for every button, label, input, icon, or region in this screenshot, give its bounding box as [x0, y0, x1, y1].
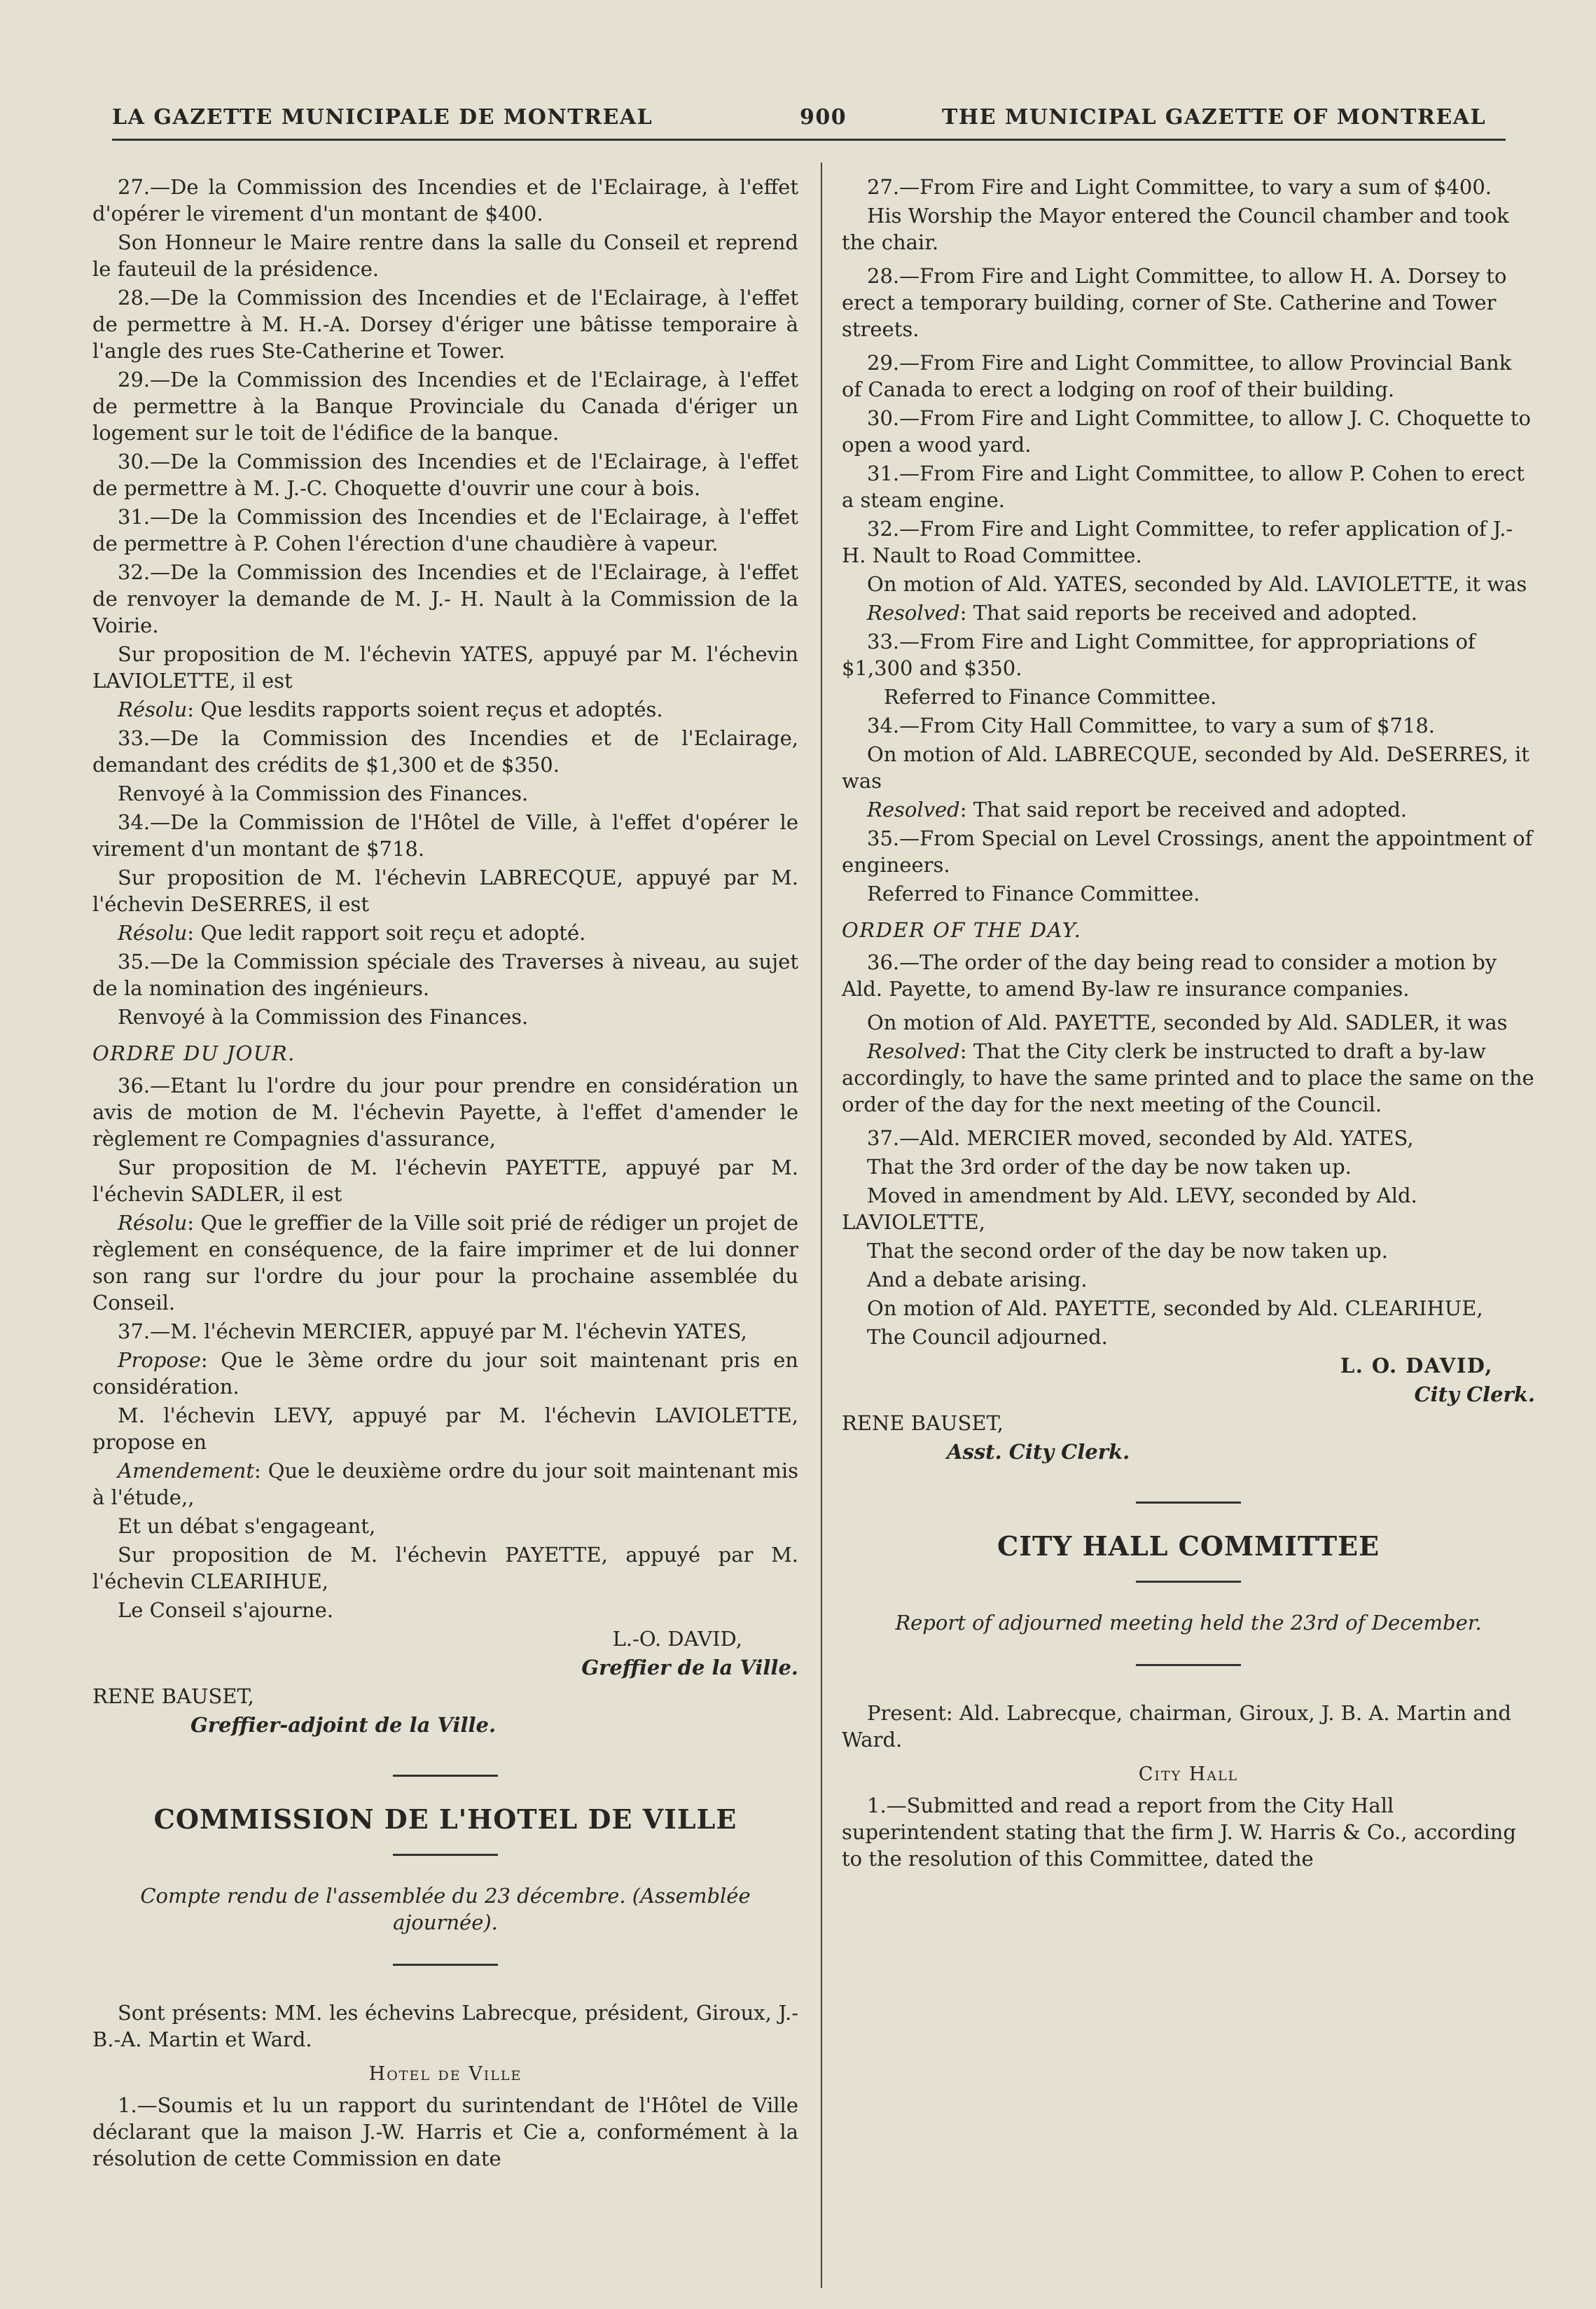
fr-subhead: Hotel de Ville: [368, 2063, 522, 2085]
fr-present: Sont présents: MM. les échevins Labrecque, président, Giroux, J.-B.-A. Martin et Ward.: [92, 2001, 798, 2051]
en-item-37-text: That the 3rd order of the day be now taken up.: [867, 1155, 1352, 1179]
en-resolved-text: : That said reports be received and adopted.: [959, 601, 1417, 625]
en-clerk-title: City Clerk.: [1414, 1382, 1535, 1406]
fr-item-27: 27.—De la Commission des Incendies et de l'Eclairage, à l'effet d'opérer le virement d'un montant de $400.: [92, 175, 798, 226]
english-column: [842, 174, 1535, 1874]
en-resolved-label: Resolved: [867, 1039, 960, 1063]
en-clerk-name: L. O. DAVID,: [1340, 1354, 1493, 1378]
fr-amend-label: Amendement: [118, 1459, 254, 1483]
fr-item-36: 36.—Etant lu l'ordre du jour pour prendre en considération un avis de motion de M. l'échevin Payette, à l'effet d'amender le règlement re Compagnies d'assurance,: [92, 1074, 798, 1151]
en-subhead: City Hall: [1138, 1763, 1239, 1785]
en-section-rule-bottom: [1136, 1664, 1241, 1666]
en-motion-labrecque: On motion of Ald. LABRECQUE, seconded by Ald. DeSERRES, it was: [842, 742, 1529, 793]
en-item-29: 29.—From Fire and Light Committee, to allow Provincial Bank of Canada to erect a lodging on roof of their building.: [842, 351, 1512, 401]
en-resolution-1: [842, 599, 1535, 626]
en-item-31: 31.—From Fire and Light Committee, to allow P. Cohen to erect a steam engine.: [842, 462, 1525, 512]
en-adjourned: The Council adjourned.: [867, 1325, 1108, 1349]
fr-referred-2: Renvoyé à la Commission des Finances.: [118, 1005, 529, 1029]
fr-order-of-day-heading: ORDRE DU JOUR.: [92, 1041, 296, 1065]
en-resolved-label: Resolved: [867, 798, 960, 821]
fr-clerk-title: Greffier de la Ville.: [581, 1656, 798, 1679]
fr-item-33: 33.—De la Commission des Incendies et de l'Eclairage, demandant des crédits de $1,300 et de $350.: [92, 726, 798, 777]
en-asst-clerk-title: Asst. City Clerk.: [947, 1440, 1130, 1464]
fr-asst-clerk-title: Greffier-adjoint de la Ville.: [190, 1713, 497, 1737]
en-resolved-label: Resolved: [867, 601, 960, 625]
en-item-36: 36.—The order of the day being read to consider a motion by Ald. Payette, to amend By-law re insurance companies.: [842, 950, 1497, 1001]
fr-resolu-label: Résolu: [118, 921, 188, 945]
page-number: 900: [800, 105, 847, 130]
en-resolved-text: : That said report be received and adopted.: [959, 798, 1408, 821]
fr-resolution-1: [92, 696, 798, 723]
fr-item-1: 1.—Soumis et lu un rapport du surintendant de l'Hôtel de Ville déclarant que la maison J.-W. Harris et Cie a, conformément à la résolution de cette Commission en date: [92, 2093, 798, 2170]
column-divider: [821, 162, 822, 2288]
en-referred-1: Referred to Finance Committee.: [884, 685, 1217, 709]
fr-resolution-3: [92, 1209, 798, 1316]
en-section-rule-mid: [1136, 1581, 1241, 1583]
en-referred-2: Referred to Finance Committee.: [867, 882, 1200, 906]
en-motion-adjourn: On motion of Ald. PAYETTE, seconded by Ald. CLEARIHUE,: [867, 1296, 1483, 1320]
fr-item-31: 31.—De la Commission des Incendies et de l'Eclairage, à l'effet de permettre à P. Cohen l'érection d'une chaudière à vapeur.: [92, 505, 798, 555]
fr-amend-text: : Que le deuxième ordre du jour soit maintenant mis à l'étude,,: [92, 1459, 798, 1509]
header-left-title: LA GAZETTE MUNICIPALE DE MONTREAL: [112, 105, 653, 130]
fr-item-29: 29.—De la Commission des Incendies et de l'Eclairage, à l'effet de permettre à la Banque Provinciale du Canada d'ériger un logement sur le toit de l'édifice de la banque.: [92, 368, 798, 445]
fr-motion-payette: Sur proposition de M. l'échevin PAYETTE, appuyé par M. l'échevin SADLER, il est: [92, 1156, 798, 1206]
en-resolution-2: [842, 796, 1535, 823]
fr-propose-text: : Que le 3ème ordre du jour soit maintenant pris en considération.: [92, 1348, 798, 1399]
fr-section-rule-bottom: [393, 1964, 498, 1966]
fr-motion-adjourn: Sur proposition de M. l'échevin PAYETTE, appuyé par M. l'échevin CLEARIHUE,: [92, 1543, 798, 1593]
fr-motion-yates: Sur proposition de M. l'échevin YATES, appuyé par M. l'échevin LAVIOLETTE, il est: [92, 642, 798, 693]
fr-debate: Et un débat s'engageant,: [118, 1514, 376, 1538]
fr-resolu-text: : Que lesdits rapports soient reçus et adoptés.: [187, 698, 663, 721]
fr-amendment: [92, 1457, 798, 1511]
fr-section-rule-top: [393, 1775, 498, 1777]
fr-levy-motion: M. l'échevin LEVY, appuyé par M. l'échevin LAVIOLETTE, propose en: [92, 1403, 798, 1454]
en-motion-yates: On motion of Ald. YATES, seconded by Ald. LAVIOLETTE, it was: [867, 572, 1527, 596]
fr-asst-clerk-name: RENE BAUSET,: [92, 1684, 254, 1708]
fr-item-37: 37.—M. l'échevin MERCIER, appuyé par M. l'échevin YATES,: [118, 1319, 747, 1343]
french-column: [92, 174, 798, 2174]
fr-item-35: 35.—De la Commission spéciale des Traverses à niveau, au sujet de la nomination des ingénieurs.: [92, 950, 798, 1000]
fr-referred-1: Renvoyé à la Commission des Finances.: [118, 782, 529, 805]
en-item-33: 33.—From Fire and Light Committee, for appropriations of $1,300 and $350.: [842, 630, 1476, 680]
en-section-title: CITY HALL COMMITTEE: [997, 1530, 1380, 1562]
en-resolved-text: : That the City clerk be instructed to draft a by-law accordingly, to have the same printed and to place the same on the order of the day for the next meeting of the Council.: [842, 1039, 1534, 1116]
fr-item-32: 32.—De la Commission des Incendies et de l'Eclairage, à l'effet de renvoyer la demande de M. J.- H. Nault à la Commission de la Voirie.: [92, 560, 798, 637]
en-item-28: 28.—From Fire and Light Committee, to allow H. A. Dorsey to erect a temporary building, corner of Ste. Catherine and Tower streets.: [842, 264, 1507, 341]
fr-resolution-2: [92, 920, 798, 946]
en-debate: And a debate arising.: [867, 1268, 1088, 1291]
en-levy-motion: Moved in amendment by Ald. LEVY, seconded by Ald. LAVIOLETTE,: [842, 1184, 1417, 1234]
en-item-27: 27.—From Fire and Light Committee, to vary a sum of $400.: [867, 175, 1492, 199]
fr-item-30: 30.—De la Commission des Incendies et de l'Eclairage, à l'effet de permettre à M. J.-C. Choquette d'ouvrir une cour à bois.: [92, 450, 798, 500]
fr-section-rule-mid: [393, 1854, 498, 1856]
en-resolution-3: [842, 1038, 1535, 1118]
en-item-37: 37.—Ald. MERCIER moved, seconded by Ald. YATES,: [867, 1126, 1414, 1150]
fr-clerk-name: L.-O. DAVID,: [612, 1627, 742, 1651]
fr-proposal: [92, 1347, 798, 1400]
fr-report-title: Compte rendu de l'assemblée du 23 décembre. (Assemblée ajournée).: [140, 1884, 751, 1934]
en-item-35: 35.—From Special on Level Crossings, anent the appointment of engineers.: [842, 826, 1533, 877]
header-right-title: THE MUNICIPAL GAZETTE OF MONTREAL: [942, 105, 1487, 130]
fr-resolu-label: Résolu: [118, 698, 188, 721]
fr-item-28: 28.—De la Commission des Incendies et de l'Eclairage, à l'effet de permettre à M. H.-A. Dorsey d'ériger une bâtisse temporaire à l'angle des rues Ste-Catherine et Tower.: [92, 286, 798, 363]
en-item-32: 32.—From Fire and Light Committee, to refer application of J.-H. Nault to Road Committee.: [842, 517, 1513, 567]
fr-resolu-label: Résolu: [118, 1211, 188, 1235]
fr-resolu-text: : Que le greffier de la Ville soit prié de rédiger un projet de règlement en conséquence, de la faire imprimer et de lui donner son rang sur l'ordre du jour pour la prochaine assemblée du Conseil.: [92, 1211, 798, 1315]
en-asst-clerk-name: RENE BAUSET,: [842, 1411, 1004, 1435]
en-item-34: 34.—From City Hall Committee, to vary a sum of $718.: [867, 714, 1436, 737]
en-item-1: 1.—Submitted and read a report from the City Hall superintendent stating that the firm J. W. Harris & Co., according to the resolution of this Committee, dated the: [842, 1794, 1516, 1871]
fr-resolu-text: : Que ledit rapport soit reçu et adopté.: [187, 921, 586, 945]
en-mayor-returns: His Worship the Mayor entered the Council chamber and took the chair.: [842, 204, 1509, 254]
fr-adjourned: Le Conseil s'ajourne.: [118, 1598, 333, 1622]
en-section-rule-top: [1136, 1502, 1241, 1504]
fr-motion-labrecque: Sur proposition de M. l'échevin LABRECQUE, appuyé par M. l'échevin DeSERRES, il est: [92, 866, 798, 916]
fr-item-34: 34.—De la Commission de l'Hôtel de Ville, à l'effet d'opérer le virement d'un montant de $718.: [92, 810, 798, 861]
fr-mayor-returns: Son Honneur le Maire rentre dans la salle du Conseil et reprend le fauteuil de la présidence.: [92, 230, 798, 281]
en-levy-text: That the second order of the day be now taken up.: [867, 1239, 1388, 1263]
en-present: Present: Ald. Labrecque, chairman, Giroux, J. B. A. Martin and Ward.: [842, 1701, 1511, 1752]
fr-section-title: COMMISSION DE L'HOTEL DE VILLE: [153, 1803, 737, 1835]
en-report-title: Report of adjourned meeting held the 23rd of December.: [895, 1611, 1482, 1635]
en-motion-payette: On motion of Ald. PAYETTE, seconded by Ald. SADLER, it was: [867, 1011, 1508, 1034]
en-order-of-day-heading: ORDER OF THE DAY.: [842, 918, 1082, 942]
header-rule: [112, 139, 1506, 141]
en-item-30: 30.—From Fire and Light Committee, to allow J. C. Choquette to open a wood yard.: [842, 406, 1531, 457]
fr-propose-label: Propose: [118, 1348, 201, 1372]
